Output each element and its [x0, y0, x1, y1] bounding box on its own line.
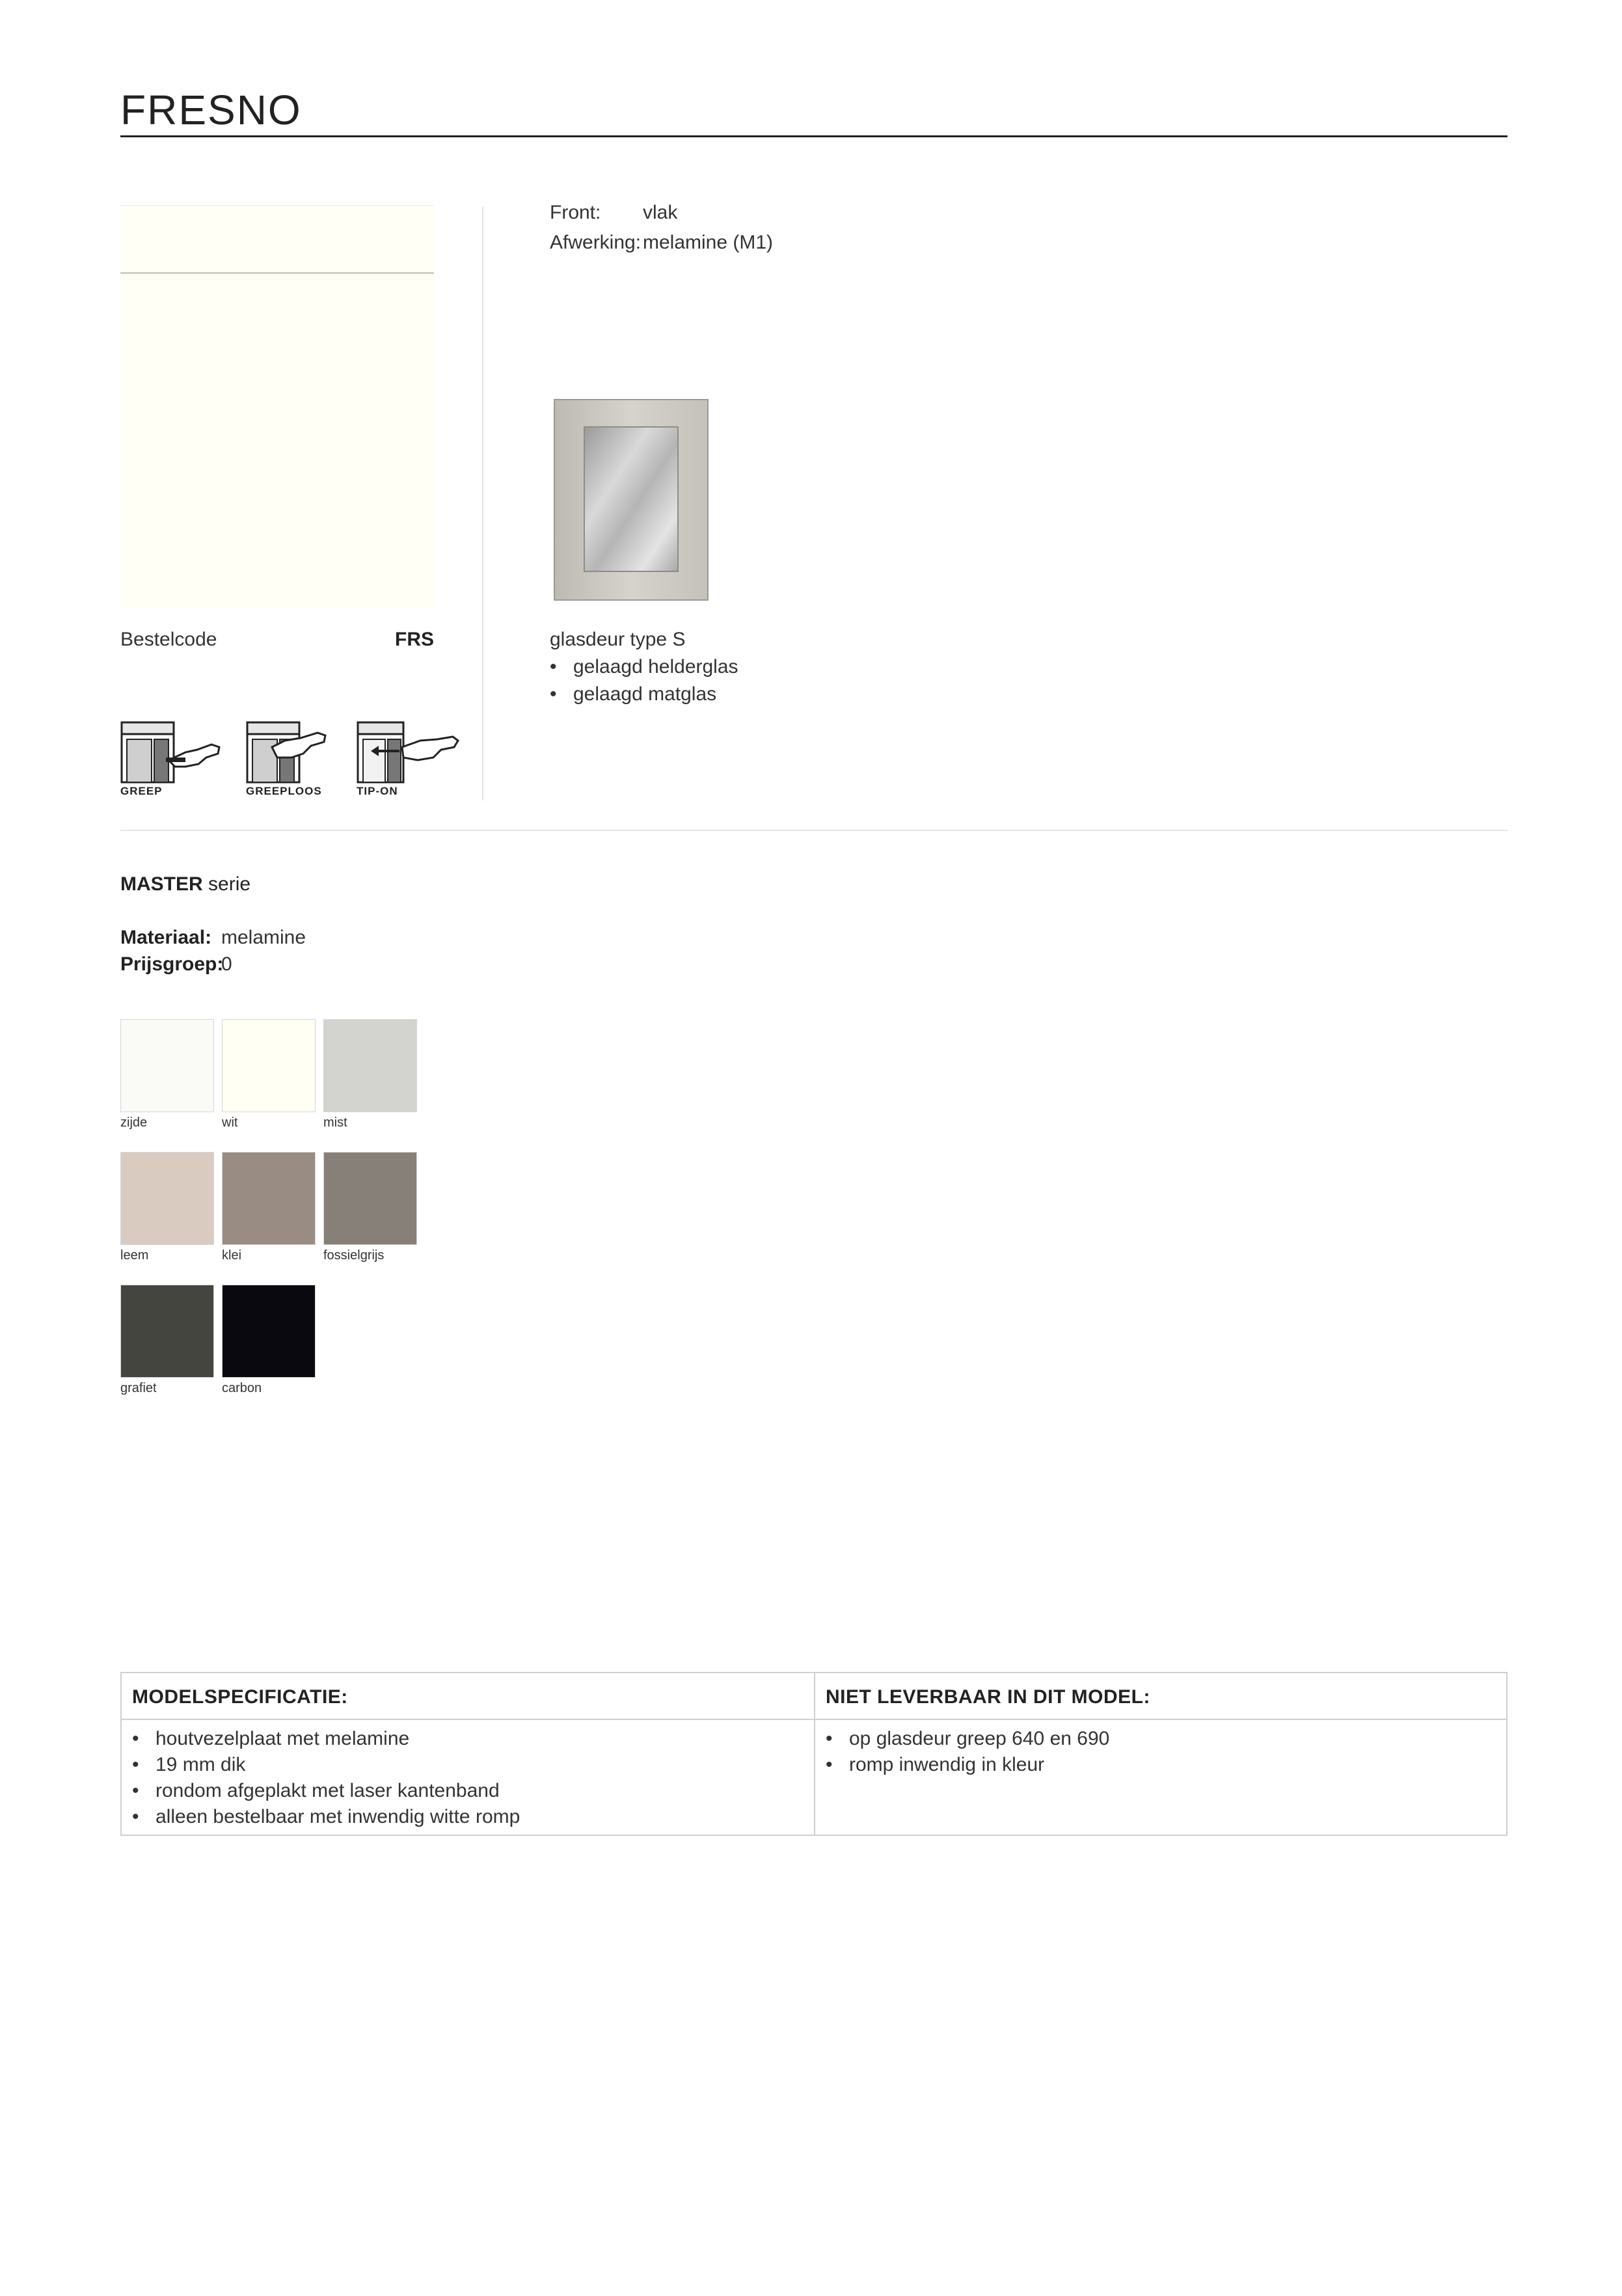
- front-sample-image: [120, 205, 434, 608]
- color-swatch-leem[interactable]: [120, 1152, 214, 1245]
- model-spec-header: MODELSPECIFICATIE:: [132, 1686, 348, 1708]
- color-swatch-wit[interactable]: [222, 1019, 316, 1112]
- list-item-label: houtvezelplaat met melamine: [155, 1728, 410, 1749]
- color-swatch-klei[interactable]: [222, 1152, 316, 1245]
- color-swatch-fossielgrijs[interactable]: [323, 1152, 417, 1245]
- series-name: MASTER: [120, 873, 203, 895]
- page-title: FRESNO: [120, 87, 302, 133]
- list-item-label: 19 mm dik: [155, 1754, 246, 1775]
- list-item-label: alleen bestelbaar met inwendig witte romp: [155, 1806, 520, 1827]
- list-item: • 19 mm dik: [132, 1754, 246, 1775]
- list-item: • romp inwendig in kleur: [826, 1754, 1045, 1775]
- price-group-value: 0: [221, 953, 232, 975]
- glass-option-label: gelaagd helderglas: [573, 656, 738, 677]
- list-item: • rondom afgeplakt met laser kantenband: [132, 1780, 500, 1801]
- list-item-label: romp inwendig in kleur: [849, 1754, 1045, 1775]
- glass-option: • gelaagd matglas: [550, 683, 717, 705]
- list-item: • op glasdeur greep 640 en 690: [826, 1728, 1110, 1749]
- list-item-label: op glasdeur greep 640 en 690: [849, 1728, 1110, 1749]
- table-column-divider: [814, 1673, 815, 1835]
- material-key: Materiaal:: [120, 927, 212, 948]
- section-divider: [120, 830, 1507, 831]
- list-item: • houtvezelplaat met melamine: [132, 1728, 410, 1749]
- color-swatch-zijde[interactable]: [120, 1019, 214, 1112]
- tip-on-label: TIP-ON: [357, 785, 398, 797]
- glass-door-image: [553, 398, 709, 601]
- color-label: grafiet: [120, 1381, 157, 1395]
- column-divider: [482, 207, 483, 800]
- color-label: mist: [323, 1115, 347, 1130]
- price-group-key: Prijsgroep:: [120, 953, 224, 975]
- color-label: zijde: [120, 1115, 148, 1130]
- glass-option: • gelaagd helderglas: [550, 656, 738, 677]
- list-item-label: rondom afgeplakt met laser kantenband: [155, 1780, 500, 1801]
- material-value: melamine: [221, 927, 306, 948]
- series-heading: [120, 873, 250, 895]
- color-label: klei: [222, 1248, 242, 1263]
- front-sample-edge: [120, 272, 434, 274]
- spec-front-value: vlak: [643, 202, 678, 223]
- spec-finish-value: melamine (M1): [643, 232, 774, 253]
- series-suffix: serie: [208, 873, 251, 895]
- greep-label: GREEP: [120, 785, 163, 797]
- title-rule: [120, 135, 1507, 137]
- color-swatch-mist[interactable]: [323, 1019, 417, 1112]
- not-available-header: NIET LEVERBAAR IN DIT MODEL:: [826, 1686, 1150, 1708]
- spec-finish-key: Afwerking:: [550, 232, 642, 253]
- greeploos-label: GREEPLOOS: [246, 785, 322, 797]
- color-label: carbon: [222, 1381, 262, 1395]
- color-label: leem: [120, 1248, 149, 1263]
- order-code-value: FRS: [395, 629, 434, 650]
- color-swatch-carbon[interactable]: [222, 1285, 316, 1378]
- list-item: • alleen bestelbaar met inwendig witte romp: [132, 1806, 520, 1827]
- color-label: fossielgrijs: [323, 1248, 385, 1263]
- color-label: wit: [222, 1115, 238, 1130]
- color-swatch-grafiet[interactable]: [120, 1285, 214, 1378]
- spec-front-key: Front:: [550, 202, 601, 223]
- order-code-label: Bestelcode: [120, 629, 217, 650]
- glass-option-label: gelaagd matglas: [573, 683, 717, 705]
- glass-door-title: glasdeur type S: [550, 629, 686, 650]
- model-spec-table: [120, 1672, 1507, 1836]
